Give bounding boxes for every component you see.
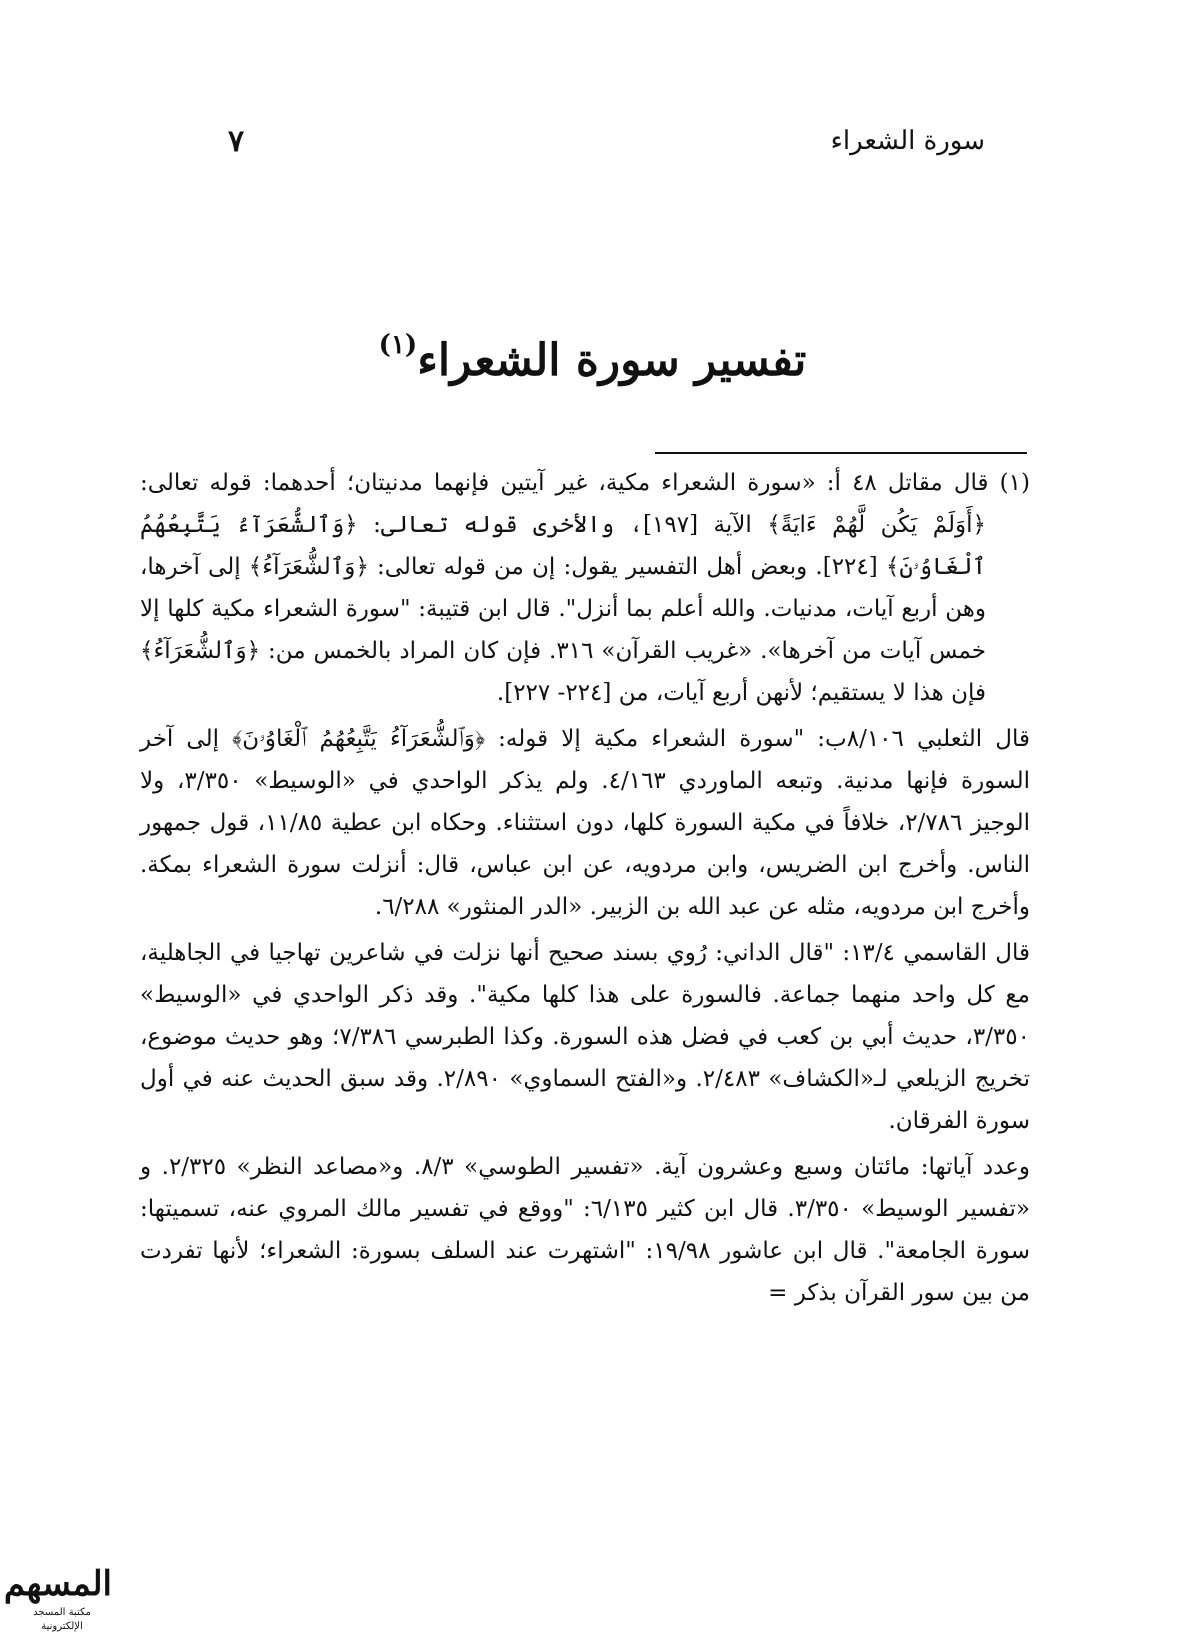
footnote-reference: (١) (378, 330, 418, 361)
watermark-caption: مكتبة المسجد الإلكترونية (33, 1607, 91, 1632)
page-number: ٧ (228, 124, 245, 159)
footnote-paragraph: قال الثعلبي ٨/١٠٦ب: "سورة الشعراء مكية إلا قوله: ﴿وَٱلشُّعَرَآءُ يَتَّبِعُهُمُ ٱلْغَاوُۥنَ﴾ إلى آخر السورة فإنها مدنية. وتبعه الماوردي ٤/١٦٣. ولم يذكر الواحدي في «الوسيط» ٣/٣٥٠، ولا الوجيز ٢/٧٨٦، خلافاً في مكية السورة كلها، دون استثناء. وحكاه ابن عطية ١١/٨٥، قول جمهور الناس. وأخرج ابن الضريس، وابن مردويه، عن ابن عباس، قال: أنزلت سورة الشعراء بمكة. وأخرج ابن مردويه، مثله عن عبد الله بن الزبير. «الدر المنثور» ٦/٢٨٨. (140, 726, 1031, 920)
chapter-title-text: تفسير سورة الشعراء (417, 335, 807, 386)
footnote-separator (655, 452, 1027, 454)
footnotes-section (140, 462, 1030, 1318)
running-header-surah-name: سورة الشعراء (830, 126, 985, 156)
library-watermark-logo (3, 1562, 112, 1632)
watermark-calligraphy: المسهم (3, 1564, 112, 1604)
footnote-paragraph: وعدد آياتها: مائتان وسبع وعشرون آية. «تفسير الطوسي» ٨/٣. و«مصاعد النظر» ٢/٣٢٥. و «تفسير الوسيط» ٣/٣٥٠. قال ابن كثير ٦/١٣٥: "ووقع في تفسير مالك المروي عنه، تسميتها: سورة الجامعة". قال ابن عاشور ١٩/٩٨: "اشتهرت عند السلف بسورة: الشعراء؛ لأنها تفردت من بين سور القرآن بذكر = (140, 1154, 1030, 1306)
footnote-paragraph: قال القاسمي ١٣/٤: "قال الداني: رُوي بسند صحيح أنها نزلت في شاعرين تهاجيا في الجاهلية، مع كل واحد منهما جماعة. فالسورة على هذا كلها مكية". وقد ذكر الواحدي في «الوسيط» ٣/٣٥٠، حديث أبي بن كعب في فضل هذه السورة. وكذا الطبرسي ٧/٣٨٦؛ وهو حديث موضوع، تخريج الزيلعي لـ«الكشاف» ٢/٤٨٣. و«الفتح السماوي» ٢/٨٩٠. وقد سبق الحديث عنه في أول سورة الفرقان. (140, 940, 1030, 1134)
chapter-title (0, 330, 1185, 386)
footnote-paragraph: (١) قال مقاتل ٤٨ أ: «سورة الشعراء مكية، غير آيتين فإنهما مدنيتان؛ أحدهما: قوله تعالى: ﴿أَوَلَمْ يَكُن لَّهُمْ ءَايَةً﴾ الآية [١٩٧]، والأخرى قوله تعالى: ﴿وَٱلشُّعَرَآءُ يَتَّبِعُهُمُ ٱلْغَاوُۥنَ﴾ [٢٢٤]. وبعض أهل التفسير يقول: إن من قوله تعالى: ﴿وَٱلشُّعَرَآءُ﴾ إلى آخرها، وهن أربع آيات، مدنيات. والله أعلم بما أنزل". قال ابن قتيبة: "سورة الشعراء مكية كلها إلا خمس آيات من آخرها». «غريب القرآن» ٣١٦. فإن كان المراد بالخمس من: ﴿وَٱلشُّعَرَآءُ﴾ فإن هذا لا يستقيم؛ لأنهن أربع آيات، من [٢٢٤- ٢٢٧]. (140, 470, 1030, 706)
